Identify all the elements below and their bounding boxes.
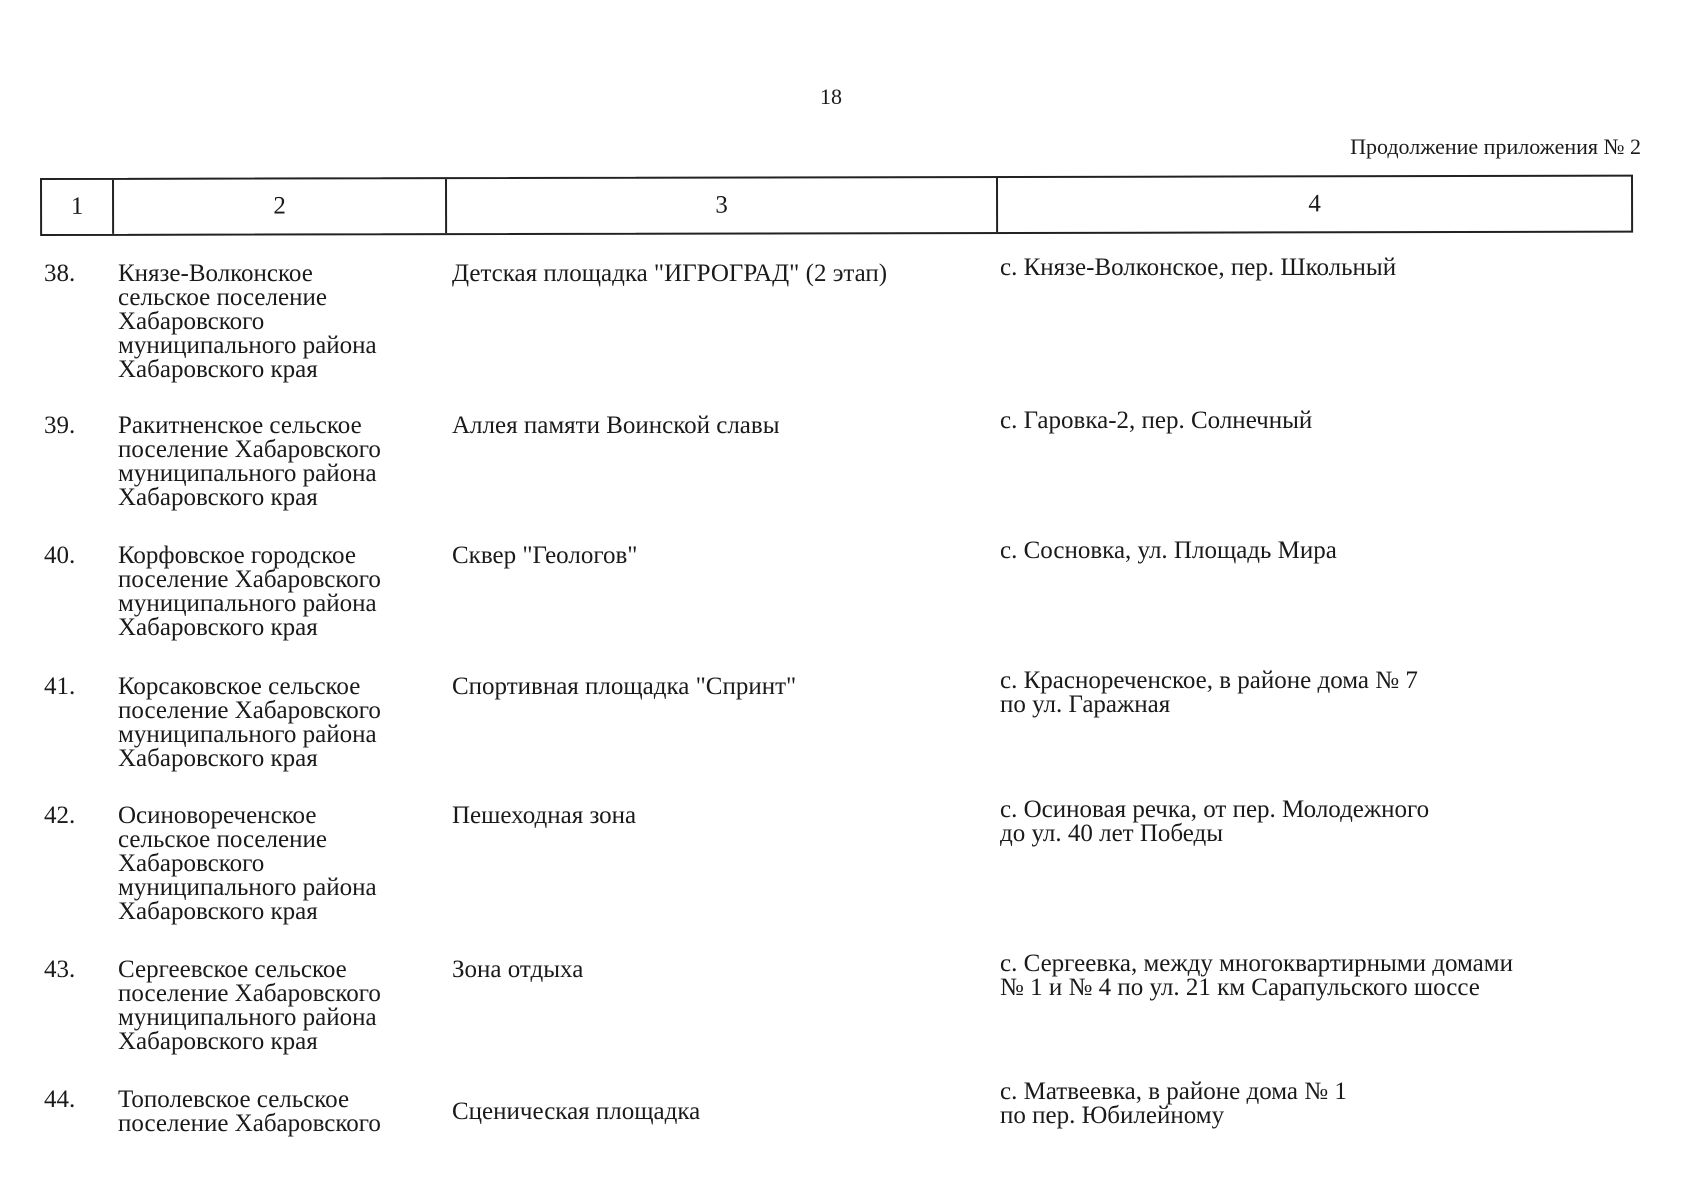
municipality-name-line: муниципального района: [118, 1004, 377, 1031]
object-name: Зона отдыха: [452, 956, 584, 983]
continuation-label: Продолжение приложения № 2: [1350, 134, 1641, 159]
municipality-name: [118, 675, 438, 771]
municipality-name-line: Тополевское сельское: [118, 1086, 350, 1113]
row-number: 38.: [44, 260, 76, 287]
object-address: [1000, 256, 1620, 280]
object-address-line: № 1 и № 4 по ул. 21 км Сарапульского шоссе: [1000, 974, 1480, 1001]
header-cell-4: 4: [1308, 190, 1321, 218]
municipality-name-line: поселение Хабаровского: [118, 436, 381, 463]
object-address-line: с. Гаровка-2, пер. Солнечный: [1000, 407, 1313, 434]
municipality-name-line: Ракитненское сельское: [118, 412, 362, 439]
municipality-name-line: сельское поселение: [118, 826, 327, 853]
municipality-name-line: муниципального района: [118, 874, 377, 901]
row-number: 39.: [44, 412, 76, 439]
object-address: [1000, 952, 1620, 1000]
municipality-name-line: Корсаковское сельское: [118, 673, 361, 700]
object-address: [1000, 798, 1620, 846]
object-name: Аллея памяти Воинской славы: [452, 412, 780, 439]
object-address: [1000, 539, 1620, 563]
row-number: 41.: [44, 673, 76, 700]
municipality-name: [118, 1088, 438, 1136]
municipality-name: [118, 262, 438, 382]
object-address: [1000, 409, 1620, 433]
municipality-name-line: сельское поселение: [118, 284, 327, 311]
municipality-name-line: поселение Хабаровского: [118, 1110, 381, 1137]
object-address: [1000, 1080, 1620, 1128]
municipality-name: [118, 804, 438, 924]
object-address-line: с. Князе-Волконское, пер. Школьный: [1000, 254, 1397, 281]
object-name: Спортивная площадка "Спринт": [452, 673, 797, 700]
municipality-name-line: Корфовское городское: [118, 542, 356, 569]
municipality-name: [118, 958, 438, 1054]
municipality-name-line: Хабаровского края: [118, 356, 318, 383]
municipality-name-line: Хабаровского края: [118, 898, 318, 925]
header-cell-2: 2: [114, 179, 447, 234]
row-number: 40.: [44, 542, 76, 569]
object-address-line: до ул. 40 лет Победы: [1000, 820, 1224, 847]
header-cell-3: 3: [447, 178, 998, 233]
municipality-name-line: Осиновореченское: [118, 802, 317, 829]
municipality-name-line: Хабаровского: [118, 308, 265, 335]
municipality-name-line: муниципального района: [118, 721, 377, 748]
row-number: 44.: [44, 1086, 76, 1113]
object-address-line: по ул. Гаражная: [1000, 691, 1171, 718]
object-address-line: с. Осиновая речка, от пер. Молодежного: [1000, 796, 1430, 823]
header-cell-1: 1: [42, 180, 114, 234]
municipality-name-line: Хабаровского края: [118, 1028, 318, 1055]
municipality-name-line: Хабаровского: [118, 850, 265, 877]
municipality-name-line: Хабаровского края: [118, 745, 318, 772]
municipality-name-line: муниципального района: [118, 590, 377, 617]
municipality-name-line: Хабаровского края: [118, 614, 318, 641]
municipality-name-line: муниципального района: [118, 332, 377, 359]
object-address: [1000, 669, 1620, 717]
object-name: Детская площадка "ИГРОГРАД" (2 этап): [452, 260, 888, 287]
object-name: Сквер "Геологов": [452, 542, 638, 569]
municipality-name-line: муниципального района: [118, 460, 377, 487]
object-name: Сценическая площадка: [452, 1098, 701, 1125]
object-name: Пешеходная зона: [452, 802, 637, 829]
municipality-name-line: Князе-Волконское: [118, 260, 313, 287]
page-number: 18: [820, 84, 842, 109]
row-number: 43.: [44, 956, 76, 983]
municipality-name-line: Хабаровского края: [118, 484, 318, 511]
municipality-name-line: Сергеевское сельское: [118, 956, 347, 983]
object-address-line: с. Сергеевка, между многоквартирными домами: [1000, 950, 1513, 977]
row-number: 42.: [44, 802, 76, 829]
object-address-line: с. Краснореченское, в районе дома № 7: [1000, 667, 1418, 694]
municipality-name-line: поселение Хабаровского: [118, 566, 381, 593]
municipality-name-line: поселение Хабаровского: [118, 980, 381, 1007]
object-address-line: с. Сосновка, ул. Площадь Мира: [1000, 537, 1337, 564]
object-address-line: с. Матвеевка, в районе дома № 1: [1000, 1078, 1347, 1105]
municipality-name: [118, 414, 438, 510]
object-address-line: по пер. Юбилейному: [1000, 1102, 1225, 1129]
municipality-name: [118, 544, 438, 640]
municipality-name-line: поселение Хабаровского: [118, 697, 381, 724]
